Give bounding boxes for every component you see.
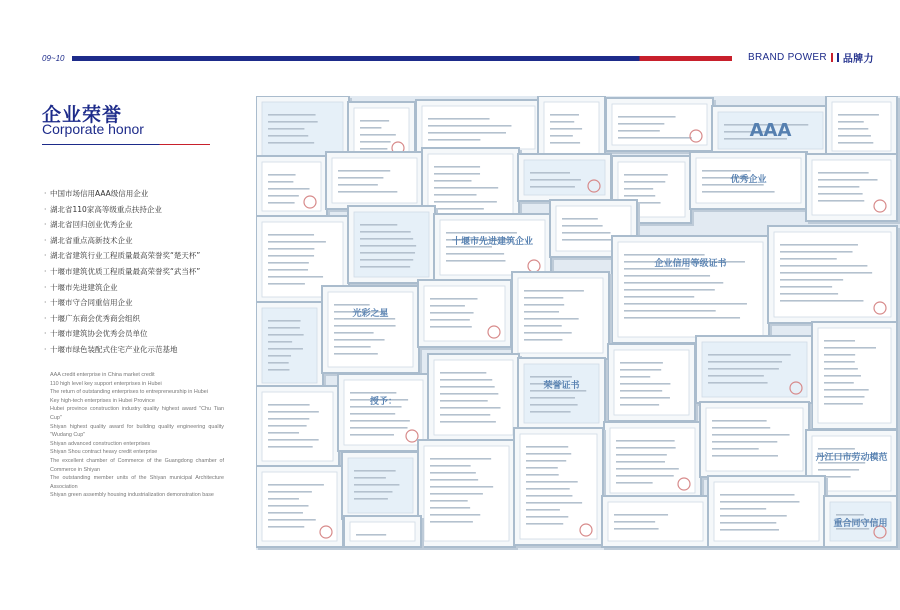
bullet-icon: · [44,282,47,292]
honor-en-item: The excellent chamber of Commerce of the Guangdong chamber of Commerce in Shiyan [50,457,224,473]
honor-item: · 湖北省重点高新技术企业 [44,233,244,249]
honor-item: · 十堰市绿色装配式住宅产业化示范基地 [44,342,244,358]
section-title-en: Corporate honor [42,121,144,137]
honor-en-item: Shiyan highest quality award for building quality engineering quality "Wudang Cup" [50,423,224,439]
title-underline [42,144,210,145]
certificate-title: 丹江口市劳动模范 [815,453,888,463]
photo-glare [256,96,900,550]
honor-item: · 十堰市建筑优质工程质量最高荣誉奖“武当杯” [44,264,244,280]
honor-item: · 十堰广东商会优秀商会组织 [44,311,244,327]
certificate-title: 重合同守信用 [833,519,888,529]
certificate-wall-photo [256,96,900,550]
honor-item: · 湖北省110家高等级重点扶持企业 [44,202,244,218]
honor-item: · 十堰市先进建筑企业 [44,280,244,296]
page-number: 09~10 [42,54,65,63]
certificate-title: 荣誉证书 [543,381,580,391]
bullet-icon: · [44,220,47,230]
header-rule [72,56,732,61]
honor-list-cn [44,186,244,358]
bullet-icon: · [44,313,47,323]
certificate-title: 光彩之星 [352,309,389,319]
honor-item: · 湖北省建筑行业工程质量最高荣誉奖“楚天杯” [44,248,244,264]
honor-en-item: 110 high level key support enterprises in Hubei [50,380,162,387]
bullet-icon: · [44,189,47,198]
honor-list-en [50,371,224,500]
brand-cn: 品牌力 [842,54,874,65]
honor-item: · 十堰市守合同重信用企业 [44,295,244,311]
brand-separator-icon [831,53,839,62]
bullet-icon: · [44,266,47,276]
honor-en-item: AAA credit enterprise in China market credit [50,372,155,378]
certificate-title: 企业信用等级证书 [654,259,727,269]
honor-en-item: Shiyan green assembly housing industrialization demonstration base [50,492,214,499]
certificate-wall-svg [256,96,900,550]
honor-en-item: The outstanding member units of the Shiyan municipal Architecture Association [50,475,224,490]
honor-en-item: Hubei province construction industry quality highest award "Chu Tian Cup" [50,406,224,421]
honor-en-item: Shiyan advanced construction enterprises [50,440,151,447]
brand-en: BRAND POWER [748,52,827,63]
honor-item: · 中国市场信用AAA级信用企业 [44,186,244,202]
certificate-title: AAA [749,120,792,141]
bullet-icon: · [44,344,47,354]
section-title-cn: 企业荣誉 [42,104,123,126]
header-rule-accent [640,56,732,61]
honor-item: · 湖北省回归创业优秀企业 [44,217,244,233]
honor-en-item: Shiyan Shou contract heavy credit enterprise [50,449,158,456]
certificate-title: 授予： [369,397,398,407]
brand-label [748,50,874,65]
honor-item: · 十堰市建筑协会优秀会员单位 [44,326,244,342]
bullet-icon: · [44,204,47,214]
bullet-icon: · [44,235,47,245]
certificate-title: 十堰市先进建筑企业 [451,237,534,247]
bullet-icon: · [44,329,47,339]
bullet-icon: · [44,251,47,261]
honor-en-item: The return of outstanding enterprises to entrepreneurship in Hubei [50,389,208,396]
honor-en-item: Key high-tech enterprises in Hubei Province [50,397,155,404]
bullet-icon: · [44,298,47,308]
certificate-title: 优秀企业 [730,175,767,185]
